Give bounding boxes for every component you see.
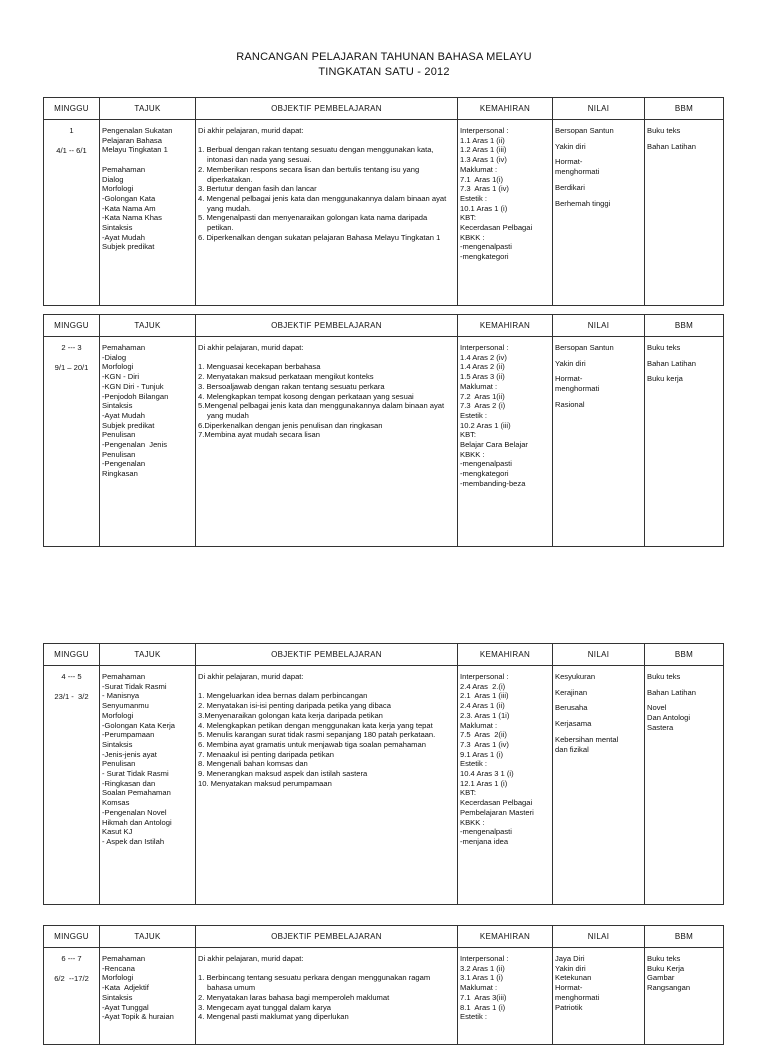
- nilai-item: Kerajinan: [555, 687, 588, 697]
- kemahiran-line: 1.3 Aras 1 (iv): [460, 155, 507, 165]
- objektif-item: 4. Mengenal pasti maklumat yang diperlukan: [198, 1012, 349, 1022]
- header-bbm: BBM: [645, 98, 724, 120]
- kemahiran-cell: [458, 666, 553, 905]
- kemahiran-line: KBKK :: [460, 232, 485, 242]
- header-objektif: OBJEKTIF PEMBELAJARAN: [196, 315, 458, 337]
- kemahiran-line: 12.1 Aras 1 (i): [460, 778, 508, 788]
- nilai-item: Hormat-: [555, 983, 583, 993]
- tajuk-line: -Pengenalan Jenis: [102, 440, 168, 450]
- bbm-item: Buku Kerja: [647, 963, 685, 973]
- table-row: [44, 948, 724, 1045]
- tajuk-line: Sintaksis: [102, 401, 133, 411]
- tajuk-line: -Perumpamaan: [102, 730, 155, 740]
- nilai-item: Rasional: [555, 399, 585, 409]
- document-title: RANCANGAN PELAJARAN TAHUNAN BAHASA MELAYU: [236, 51, 532, 63]
- week-date: 9/1 – 20/1: [54, 362, 89, 372]
- spacer: [198, 964, 455, 974]
- objektif-item: 4. Melengkapkan petikan dengan menggunakan kata kerja yang tepat: [198, 720, 433, 730]
- tajuk-line: - Aspek dan Istilah: [102, 836, 165, 846]
- table-row: [44, 666, 724, 905]
- kemahiran-line: -mengenalpasti: [460, 827, 512, 837]
- tajuk-line: -Kata Nama Khas: [102, 213, 162, 223]
- objektif-item: 6.Diperkenalkan dengan jenis penulisan dan ringkasan: [198, 420, 383, 430]
- tajuk-line: Senyumanmu: [102, 701, 149, 711]
- tajuk-line: Morfologi: [102, 710, 134, 720]
- objektif-item: 1. Mengeluarkan idea bernas dalam perbincangan: [198, 691, 368, 701]
- week-table: [43, 925, 724, 1045]
- objektif-item: 3. Bersoaljawab dengan rakan tentang sesuatu perkara: [198, 381, 385, 391]
- objektif-item: 2. Menyatakan isi-isi penting daripada petika yang dibaca: [198, 701, 391, 711]
- bbm-item: Buku teks: [647, 954, 681, 963]
- tajuk-line: -Kata Nama Am: [102, 203, 156, 213]
- tajuk-cell: [100, 337, 196, 547]
- document-subtitle: TINGKATAN SATU - 2012: [318, 66, 450, 78]
- week-date: 4/1 -- 6/1: [56, 145, 87, 155]
- tajuk-line: Morfologi: [102, 184, 134, 194]
- tajuk-line: -KGN Diri - Tunjuk: [102, 381, 164, 391]
- week-date: 23/1 - 3/2: [54, 691, 89, 701]
- tajuk-line: Komsas: [102, 798, 130, 808]
- tajuk-line: - Surat Tidak Rasmi: [102, 769, 169, 779]
- nilai-item: Berhemah tinggi: [555, 198, 611, 208]
- kemahiran-line: 2.3. Aras 1 (1i): [460, 710, 510, 720]
- kemahiran-line: 1.4 Aras 2 (iv): [460, 352, 507, 362]
- tajuk-cell: [100, 666, 196, 905]
- objektif-item: 7. Menaakul isi penting daripada petikan: [198, 749, 334, 759]
- bbm-item: Novel Dan Antologi Sastera: [647, 703, 691, 732]
- kemahiran-line: Maklumat :: [460, 720, 498, 730]
- kemahiran-line: Interpersonal :: [460, 343, 509, 352]
- tajuk-line: Pemahaman: [102, 343, 146, 352]
- objektif-item: 5. Mengenalpasti dan menyenaraikan golongan kata nama daripada petikan.: [198, 213, 428, 233]
- objektif-item: 1. Menguasai kecekapan berbahasa: [198, 362, 321, 372]
- objektif-item: 7.Membina ayat mudah secara lisan: [198, 430, 320, 440]
- tajuk-line: -Ayat Tunggal: [102, 1002, 149, 1012]
- objektif-item: 10. Menyatakan maksud perumpamaan: [198, 778, 332, 788]
- table-row: [44, 337, 724, 547]
- kemahiran-line: 7.2 Aras 1(ii): [460, 391, 505, 401]
- kemahiran-line: 1.4 Aras 2 (ii): [460, 362, 505, 372]
- objektif-item: 9. Menerangkan maksud aspek dan istilah sastera: [198, 769, 368, 779]
- tajuk-line: -Dialog: [102, 352, 127, 362]
- minggu-cell: [44, 666, 100, 905]
- header-tajuk: TAJUK: [100, 98, 196, 120]
- objektif-item: 4. Melengkapkan tempat kosong dengan perkataan yang sesuai: [198, 391, 414, 401]
- tajuk-line: Pengenalan Sukatan: [102, 126, 173, 135]
- spacer: [198, 353, 455, 363]
- tajuk-cell: [100, 120, 196, 306]
- tajuk-line: Pemahaman: [102, 672, 146, 681]
- tajuk-line: Melayu Tingkatan 1: [102, 145, 168, 155]
- nilai-cell: [553, 120, 645, 306]
- kemahiran-line: KBT:: [460, 213, 477, 223]
- nilai-item: Kesyukuran: [555, 672, 596, 681]
- tajuk-line: Morfologi: [102, 973, 134, 983]
- tajuk-line: Penulisan: [102, 449, 136, 459]
- header-kemahiran: KEMAHIRAN: [458, 98, 553, 120]
- header-tajuk: TAJUK: [100, 315, 196, 337]
- tajuk-line: Subjek predikat: [102, 242, 155, 252]
- week-number: 1: [69, 126, 74, 135]
- kemahiran-line: Estetik :: [460, 1012, 488, 1022]
- tajuk-line: -Ringkasan dan: [102, 778, 156, 788]
- kemahiran-line: Maklumat :: [460, 381, 498, 391]
- tajuk-line: -Rencana: [102, 963, 135, 973]
- bbm-cell: [645, 948, 724, 1045]
- bbm-cell: [645, 666, 724, 905]
- kemahiran-line: KBKK :: [460, 817, 485, 827]
- nilai-item: Bersopan Santun: [555, 126, 614, 135]
- bbm-item: Buku teks: [647, 672, 681, 681]
- tajuk-line: Kasut KJ: [102, 827, 133, 837]
- kemahiran-line: Maklumat :: [460, 983, 498, 993]
- kemahiran-line: 1.2 Aras 1 (iii): [460, 145, 507, 155]
- minggu-cell: [44, 120, 100, 306]
- bbm-item: Buku kerja: [647, 374, 683, 384]
- objektif-intro: Di akhir pelajaran, murid dapat:: [198, 126, 304, 135]
- tajuk-line: -Golongan Kata: [102, 193, 156, 203]
- kemahiran-line: 8.1 Aras 1 (i): [460, 1002, 506, 1012]
- tajuk-line: Morfologi: [102, 362, 134, 372]
- nilai-item: Jaya Diri: [555, 954, 585, 963]
- kemahiran-line: -mengkategori: [460, 252, 509, 262]
- bbm-item: Bahan Latihan: [647, 141, 696, 151]
- bbm-cell: [645, 337, 724, 547]
- week-number: 6 --- 7: [61, 954, 82, 963]
- minggu-cell: [44, 948, 100, 1045]
- kemahiran-line: 2.1 Aras 1 (iii): [460, 691, 509, 701]
- header-objektif: OBJEKTIF PEMBELAJARAN: [196, 926, 458, 948]
- objektif-intro: Di akhir pelajaran, murid dapat:: [198, 672, 304, 681]
- objektif-item: 2. Menyatakan laras bahasa bagi memperoleh maklumat: [198, 992, 390, 1002]
- kemahiran-line: 7.3 Aras 2 (i): [460, 401, 506, 411]
- kemahiran-line: -mengkategori: [460, 469, 509, 479]
- tajuk-line: - Manisnya: [102, 691, 140, 701]
- kemahiran-line: 10.1 Aras 1 (i): [460, 203, 508, 213]
- table-row: [44, 120, 724, 306]
- header-nilai: NILAI: [553, 926, 645, 948]
- header-tajuk: TAJUK: [100, 644, 196, 666]
- kemahiran-line: Interpersonal :: [460, 126, 509, 135]
- bbm-item: Buku teks: [647, 126, 681, 135]
- kemahiran-line: 2.4 Aras 2.(i): [460, 681, 506, 691]
- kemahiran-line: 10.2 Aras 1 (iii): [460, 420, 511, 430]
- nilai-item: Yakin diri: [555, 963, 586, 973]
- tajuk-line: -Surat Tidak Rasmi: [102, 681, 167, 691]
- tajuk-line: Hikmah dan Antologi: [102, 817, 172, 827]
- nilai-item: Berdikari: [555, 182, 585, 192]
- nilai-item: Hormat- menghormati: [555, 157, 600, 177]
- nilai-item: Hormat- menghormati: [555, 374, 600, 394]
- header-minggu: MINGGU: [44, 98, 100, 120]
- kemahiran-line: 7.1 Aras 1(i): [460, 174, 504, 184]
- tajuk-line: -Golongan Kata Kerja: [102, 720, 176, 730]
- nilai-item: Kerjasama: [555, 719, 592, 729]
- header-objektif: OBJEKTIF PEMBELAJARAN: [196, 98, 458, 120]
- kemahiran-line: Estetik :: [460, 193, 488, 203]
- header-minggu: MINGGU: [44, 644, 100, 666]
- kemahiran-line: Kecerdasan Pelbagai: [460, 223, 533, 233]
- nilai-cell: [553, 666, 645, 905]
- tajuk-line: Pelajaran Bahasa: [102, 135, 162, 145]
- objektif-item: 6. Membina ayat gramatis untuk menjawab tiga soalan pemahaman: [198, 739, 426, 749]
- kemahiran-line: 2.4 Aras 1 (ii): [460, 701, 505, 711]
- bbm-item: Gambar: [647, 973, 675, 983]
- bbm-item: Bahan Latihan: [647, 358, 696, 368]
- tajuk-line: Pemahaman: [102, 954, 146, 963]
- header-bbm: BBM: [645, 315, 724, 337]
- objektif-item: 4. Mengenal pelbagai jenis kata dan menggunakannya dalam binaan ayat yang mudah.: [198, 193, 447, 213]
- objektif-intro: Di akhir pelajaran, murid dapat:: [198, 954, 304, 963]
- kemahiran-line: KBKK :: [460, 449, 485, 459]
- tajuk-line: Sintaksis: [102, 739, 133, 749]
- tajuk-line: Subjek predikat: [102, 420, 155, 430]
- nilai-item: Yakin diri: [555, 358, 586, 368]
- kemahiran-cell: [458, 337, 553, 547]
- objektif-item: 3. Mengecam ayat tunggal dalam karya: [198, 1002, 331, 1012]
- kemahiran-line: 9.1 Aras 1 (i): [460, 749, 504, 759]
- week-table: [43, 314, 724, 547]
- tajuk-line: Soalan Pemahaman: [102, 788, 171, 798]
- objektif-intro: Di akhir pelajaran, murid dapat:: [198, 343, 304, 352]
- nilai-item: menghormati: [555, 992, 600, 1002]
- nilai-item: Patriotik: [555, 1002, 583, 1012]
- tajuk-line: -Kata Adjektif: [102, 983, 149, 993]
- tajuk-line: -KGN - Diri: [102, 372, 140, 382]
- header-kemahiran: KEMAHIRAN: [458, 926, 553, 948]
- kemahiran-line: -mengenalpasti: [460, 459, 512, 469]
- week-number: 2 --- 3: [61, 343, 82, 352]
- tajuk-line: Dialog: [102, 174, 124, 184]
- objektif-item: 3.Menyenaraikan golongan kata kerja daripada petikan: [198, 710, 383, 720]
- kemahiran-line: KBT:: [460, 788, 477, 798]
- objektif-item: 2. Memberikan respons secara lisan dan bertulis tentang isu yang diperkatakan.: [198, 164, 420, 184]
- header-minggu: MINGGU: [44, 926, 100, 948]
- nilai-cell: [553, 948, 645, 1045]
- tajuk-line: -Pengenalan: [102, 459, 146, 469]
- tajuk-line: Pemahaman: [102, 164, 146, 174]
- kemahiran-line: 3.2 Aras 1 (ii): [460, 963, 505, 973]
- kemahiran-line: 1.5 Aras 3 (ii): [460, 372, 505, 382]
- kemahiran-line: Interpersonal :: [460, 672, 509, 681]
- tajuk-line: Penulisan: [102, 430, 136, 440]
- header-kemahiran: KEMAHIRAN: [458, 315, 553, 337]
- header-minggu: MINGGU: [44, 315, 100, 337]
- header-objektif: OBJEKTIF PEMBELAJARAN: [196, 644, 458, 666]
- bbm-cell: [645, 120, 724, 306]
- kemahiran-line: 7.3 Aras 1 (iv): [460, 184, 509, 194]
- objektif-item: 1. Berbual dengan rakan tentang sesuatu dengan menggunakan kata, intonasi dan nada yang sesuai.: [198, 145, 434, 165]
- kemahiran-line: -membanding-beza: [460, 478, 526, 488]
- nilai-item: Berusaha: [555, 703, 588, 713]
- tajuk-line: Sintaksis: [102, 223, 133, 233]
- nilai-item: Kebersihan mental dan fizikal: [555, 734, 619, 754]
- week-table: [43, 643, 724, 905]
- tajuk-line: -Jenis-jenis ayat: [102, 749, 157, 759]
- objektif-item: 1. Berbincang tentang sesuatu perkara dengan menggunakan ragam bahasa umum: [198, 973, 431, 993]
- kemahiran-line: Estetik :: [460, 410, 488, 420]
- kemahiran-line: 7.5 Aras 2(ii): [460, 730, 507, 740]
- objektif-item: 5. Menulis karangan surat tidak rasmi sepanjang 180 patah perkataan.: [198, 730, 436, 740]
- header-kemahiran: KEMAHIRAN: [458, 644, 553, 666]
- header-nilai: NILAI: [553, 644, 645, 666]
- tajuk-line: -Penjodoh Bilangan: [102, 391, 169, 401]
- bbm-item: Buku teks: [647, 343, 681, 352]
- minggu-cell: [44, 337, 100, 547]
- objektif-item: 2. Menyatakan maksud perkataan mengikut konteks: [198, 372, 374, 382]
- kemahiran-line: -menjana idea: [460, 836, 509, 846]
- nilai-item: Ketekunan: [555, 973, 592, 983]
- objektif-cell: [196, 337, 458, 547]
- objektif-cell: [196, 120, 458, 306]
- bbm-item: Bahan Latihan: [647, 687, 696, 697]
- objektif-cell: [196, 948, 458, 1045]
- kemahiran-line: Kecerdasan Pelbagai: [460, 798, 533, 808]
- spacer: [198, 136, 455, 146]
- spacer: [102, 155, 193, 165]
- tajuk-line: Sintaksis: [102, 992, 133, 1002]
- kemahiran-line: Maklumat :: [460, 164, 498, 174]
- tajuk-line: -Ayat Mudah: [102, 232, 145, 242]
- kemahiran-line: 10.4 Aras 3 1 (i): [460, 769, 514, 779]
- tajuk-line: -Ayat Mudah: [102, 410, 145, 420]
- kemahiran-line: Interpersonal :: [460, 954, 509, 963]
- objektif-item: 6. Diperkenalkan dengan sukatan pelajaran Bahasa Melayu Tingkatan 1: [198, 232, 441, 242]
- header-bbm: BBM: [645, 644, 724, 666]
- header-nilai: NILAI: [553, 98, 645, 120]
- nilai-cell: [553, 337, 645, 547]
- nilai-item: Bersopan Santun: [555, 343, 614, 352]
- kemahiran-line: Estetik :: [460, 759, 488, 769]
- objektif-cell: [196, 666, 458, 905]
- objektif-item: 8. Mengenali bahan komsas dan: [198, 759, 308, 769]
- kemahiran-line: Pembelajaran Masteri: [460, 807, 534, 817]
- nilai-item: Yakin diri: [555, 141, 586, 151]
- spacer: [198, 682, 455, 692]
- kemahiran-line: -mengenalpasti: [460, 242, 512, 252]
- week-date: 6/2 --17/2: [54, 973, 89, 983]
- header-bbm: BBM: [645, 926, 724, 948]
- kemahiran-line: 7.1 Aras 3(iii): [460, 992, 507, 1002]
- objektif-item: 5.Mengenal pelbagai jenis kata dan menggunakannya dalam binaan ayat yang mudah: [198, 401, 445, 420]
- kemahiran-line: Belajar Cara Belajar: [460, 440, 528, 450]
- kemahiran-line: KBT:: [460, 430, 477, 440]
- tajuk-line: Penulisan: [102, 759, 136, 769]
- tajuk-line: -Pengenalan Novel: [102, 807, 167, 817]
- kemahiran-cell: [458, 948, 553, 1045]
- week-number: 4 --- 5: [61, 672, 82, 681]
- tajuk-line: -Ayat Topik & huraian: [102, 1012, 174, 1022]
- tajuk-cell: [100, 948, 196, 1045]
- kemahiran-line: 1.1 Aras 1 (ii): [460, 135, 505, 145]
- bbm-item: Rangsangan: [647, 983, 691, 993]
- kemahiran-line: 7.3 Aras 1 (iv): [460, 739, 509, 749]
- tajuk-line: Ringkasan: [102, 469, 138, 479]
- objektif-item: 3. Bertutur dengan fasih dan lancar: [198, 184, 317, 194]
- kemahiran-line: 3.1 Aras 1 (i): [460, 973, 504, 983]
- week-table: [43, 97, 724, 306]
- header-tajuk: TAJUK: [100, 926, 196, 948]
- header-nilai: NILAI: [553, 315, 645, 337]
- kemahiran-cell: [458, 120, 553, 306]
